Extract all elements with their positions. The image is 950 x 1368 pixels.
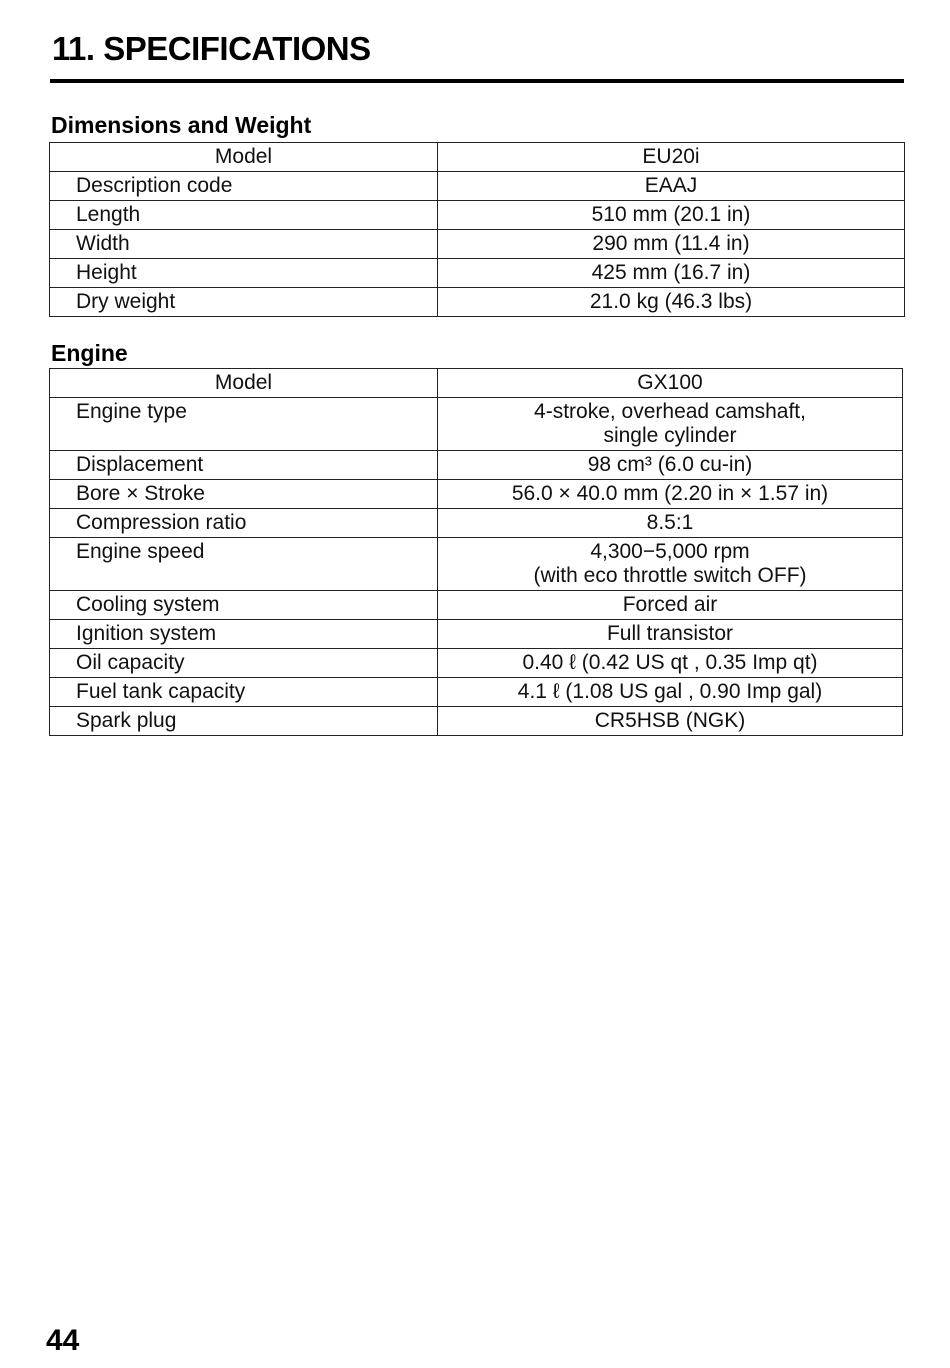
spec-value: GX100 xyxy=(438,369,903,398)
table-row xyxy=(50,620,903,649)
table-row xyxy=(50,369,903,398)
spec-label: Compression ratio xyxy=(50,509,438,538)
dimensions-table xyxy=(49,142,905,317)
table-row xyxy=(50,678,903,707)
spec-value: 290 mm (11.4 in) xyxy=(438,230,905,259)
spec-label: Model xyxy=(50,143,438,172)
spec-value: EU20i xyxy=(438,143,905,172)
spec-label: Width xyxy=(50,230,438,259)
spec-value: 4,300−5,000 rpm (with eco throttle switch OFF) xyxy=(438,538,903,591)
spec-value: 425 mm (16.7 in) xyxy=(438,259,905,288)
spec-value: 4.1 ℓ (1.08 US gal , 0.90 Imp gal) xyxy=(438,678,903,707)
spec-value: 8.5:1 xyxy=(438,509,903,538)
table-row xyxy=(50,288,905,317)
table-row xyxy=(50,538,903,591)
page-title: 11. SPECIFICATIONS xyxy=(52,30,371,67)
table-row xyxy=(50,172,905,201)
table-row xyxy=(50,707,903,736)
spec-label: Engine type xyxy=(50,398,438,451)
engine-table xyxy=(49,368,903,736)
spec-value: 56.0 × 40.0 mm (2.20 in × 1.57 in) xyxy=(438,480,903,509)
spec-label: Model xyxy=(50,369,438,398)
table-row xyxy=(50,259,905,288)
spec-label: Length xyxy=(50,201,438,230)
spec-label: Height xyxy=(50,259,438,288)
spec-value: 21.0 kg (46.3 lbs) xyxy=(438,288,905,317)
spec-label: Ignition system xyxy=(50,620,438,649)
spec-label: Spark plug xyxy=(50,707,438,736)
spec-value: 4-stroke, overhead camshaft, single cylinder xyxy=(438,398,903,451)
spec-value: Forced air xyxy=(438,591,903,620)
spec-label: Description code xyxy=(50,172,438,201)
spec-value: 0.40 ℓ (0.42 US qt , 0.35 Imp qt) xyxy=(438,649,903,678)
spec-label: Bore × Stroke xyxy=(50,480,438,509)
spec-value: 98 cm³ (6.0 cu-in) xyxy=(438,451,903,480)
page-number: 44 xyxy=(46,1324,80,1357)
table-row xyxy=(50,201,905,230)
spec-value: Full transistor xyxy=(438,620,903,649)
spec-value: 510 mm (20.1 in) xyxy=(438,201,905,230)
dimensions-heading: Dimensions and Weight xyxy=(51,112,312,138)
table-row xyxy=(50,649,903,678)
table-row xyxy=(50,480,903,509)
spec-label: Dry weight xyxy=(50,288,438,317)
spec-label: Engine speed xyxy=(50,538,438,591)
table-row xyxy=(50,143,905,172)
spec-label: Fuel tank capacity xyxy=(50,678,438,707)
table-row xyxy=(50,451,903,480)
table-row xyxy=(50,591,903,620)
table-row xyxy=(50,398,903,451)
spec-label: Displacement xyxy=(50,451,438,480)
spec-label: Cooling system xyxy=(50,591,438,620)
table-row xyxy=(50,509,903,538)
spec-label: Oil capacity xyxy=(50,649,438,678)
spec-value: EAAJ xyxy=(438,172,905,201)
table-row xyxy=(50,230,905,259)
title-rule xyxy=(50,79,904,83)
spec-value: CR5HSB (NGK) xyxy=(438,707,903,736)
engine-heading: Engine xyxy=(51,340,128,366)
